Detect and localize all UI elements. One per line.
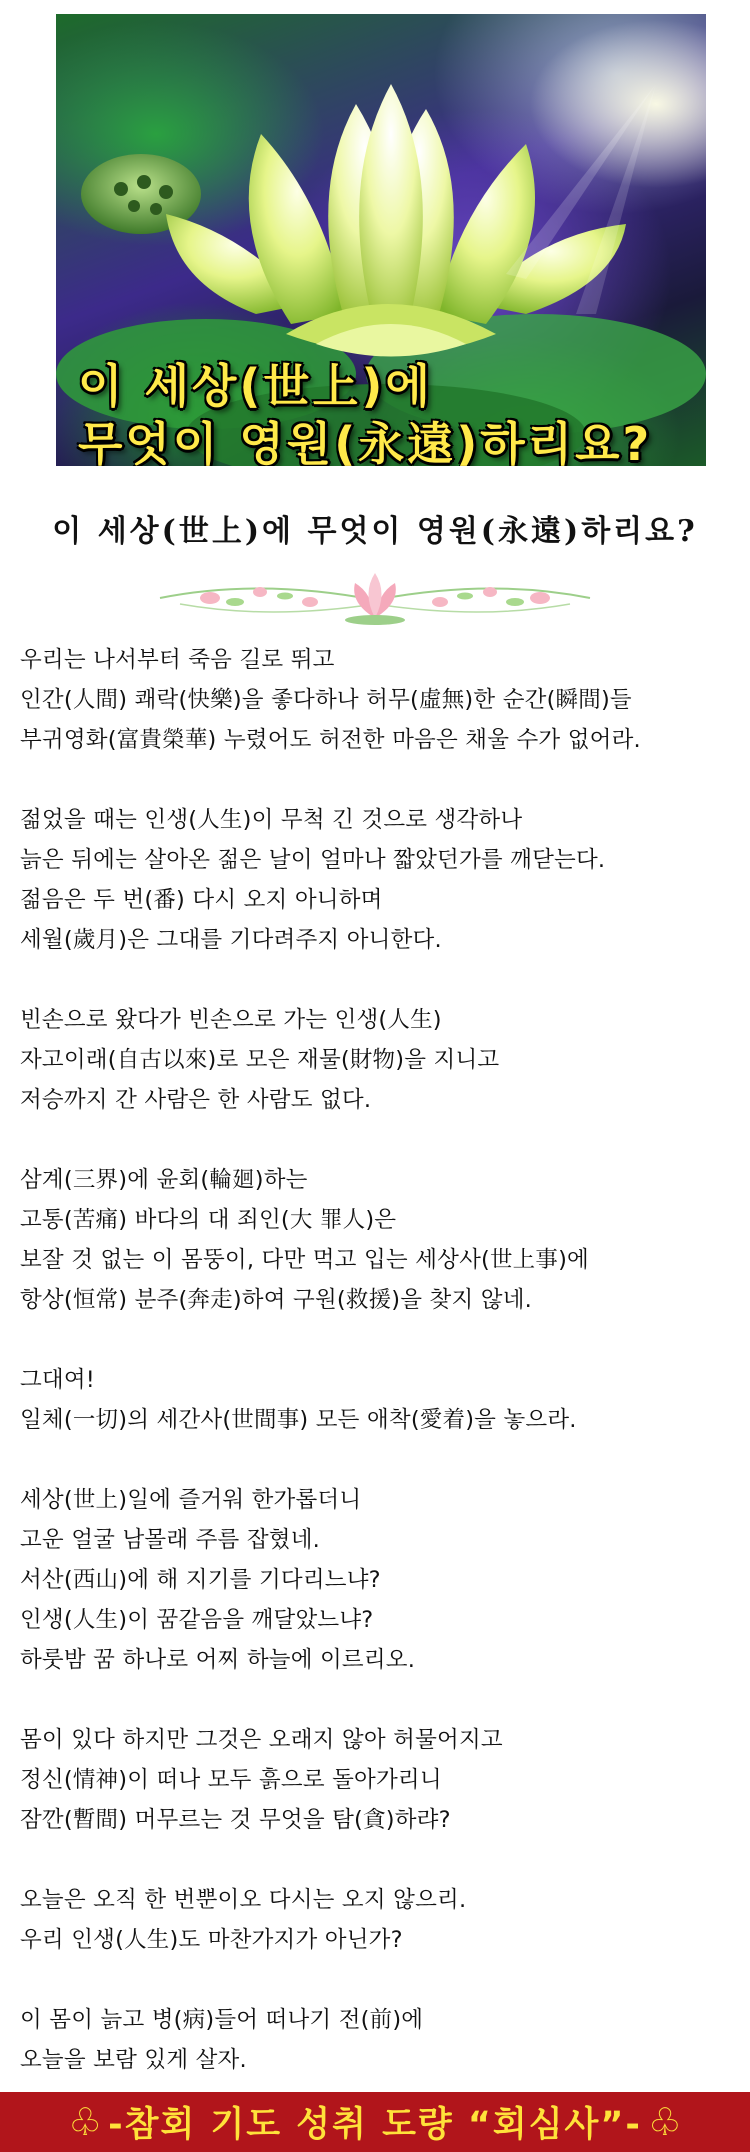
- poem-line: 부귀영화(富貴榮華) 누렸어도 허전한 마음은 채울 수가 없어라.: [20, 727, 641, 753]
- poem-line: 인생(人生)이 꿈같음을 깨달았느냐?: [20, 1607, 374, 1633]
- page-title: 이 세상(世上)에 무엇이 영원(永遠)하리요?: [52, 514, 698, 549]
- poem-stanza: [20, 800, 735, 960]
- poem-line: 항상(恒常) 분주(奔走)하여 구원(救援)을 찾지 않네.: [20, 1287, 532, 1313]
- poem-stanza: [20, 1480, 735, 1680]
- poem-line: 젊었을 때는 인생(人生)이 무척 긴 것으로 생각하나: [20, 807, 523, 833]
- poem-line: 일체(一切)의 세간사(世間事) 모든 애착(愛着)을 놓으라.: [20, 1407, 577, 1433]
- poem-line: 우리 인생(人生)도 마찬가지가 아닌가?: [20, 1927, 403, 1953]
- club-icon: ♧: [68, 2100, 103, 2144]
- poem-line: 인간(人間) 쾌락(快樂)을 좋다하나 허무(虛無)한 순간(瞬間)들: [20, 687, 632, 713]
- poem-stanza: [20, 2000, 735, 2080]
- poem-line: 몸이 있다 하지만 그것은 오래지 않아 허물어지고: [20, 1727, 503, 1753]
- footer-banner: [0, 2092, 750, 2152]
- poem-line: 삼계(三界)에 윤회(輪廻)하는: [20, 1167, 308, 1193]
- poem-line: 오늘을 보람 있게 살자.: [20, 2047, 247, 2073]
- poem-line: 늙은 뒤에는 살아온 젊은 날이 얼마나 짧았던가를 깨닫는다.: [20, 847, 606, 873]
- hero-banner-image: [56, 14, 706, 466]
- poem-line: 보잘 것 없는 이 몸뚱이, 다만 먹고 입는 세상사(世上事)에: [20, 1247, 589, 1273]
- poem-line: 고운 얼굴 남몰래 주름 잡혔네.: [20, 1527, 320, 1553]
- footer-text: -참회 기도 성취 도량 “회심사”-: [108, 2105, 642, 2145]
- poem-line: 정신(情神)이 떠나 모두 흙으로 돌아가리니: [20, 1767, 442, 1793]
- poem-line: 세월(歲月)은 그대를 기다려주지 아니한다.: [20, 927, 442, 953]
- poem-stanza: [20, 640, 735, 760]
- poem-line: 서산(西山)에 해 지기를 기다리느냐?: [20, 1567, 381, 1593]
- hero-title-line1: 이 세상(世上)에: [78, 359, 433, 413]
- club-icon: ♧: [647, 2100, 682, 2144]
- poem-line: 우리는 나서부터 죽음 길로 뛰고: [20, 647, 335, 673]
- lotus-divider-icon: [150, 568, 600, 628]
- poem-line: 오늘은 오직 한 번뿐이오 다시는 오지 않으리.: [20, 1887, 467, 1913]
- poem-line: 세상(世上)일에 즐거워 한가롭더니: [20, 1487, 362, 1513]
- poem-line: 잠깐(暫間) 머무르는 것 무엇을 탐(貪)하랴?: [20, 1807, 451, 1833]
- poem-line: 그대여!: [20, 1367, 96, 1393]
- poem-line: 하룻밤 꿈 하나로 어찌 하늘에 이르리오.: [20, 1647, 416, 1673]
- poem-stanza: [20, 1360, 735, 1440]
- hero-title-line2: 무엇이 영원(永遠)하리요?: [78, 417, 653, 466]
- poem-line: 자고이래(自古以來)로 모은 재물(財物)을 지니고: [20, 1047, 500, 1073]
- poem-line: 고통(苦痛) 바다의 대 죄인(大 罪人)은: [20, 1207, 397, 1233]
- poem-line: 이 몸이 늙고 병(病)들어 떠나기 전(前)에: [20, 2007, 424, 2033]
- poem-stanza: [20, 1880, 735, 1960]
- poem-body: [20, 640, 735, 2120]
- poem-stanza: [20, 1720, 735, 1840]
- poem-line: 저승까지 간 사람은 한 사람도 없다.: [20, 1087, 372, 1113]
- poem-stanza: [20, 1160, 735, 1320]
- poem-line: 젊음은 두 번(番) 다시 오지 아니하며: [20, 887, 383, 913]
- poem-stanza: [20, 1000, 735, 1120]
- poem-line: 빈손으로 왔다가 빈손으로 가는 인생(人生): [20, 1007, 442, 1033]
